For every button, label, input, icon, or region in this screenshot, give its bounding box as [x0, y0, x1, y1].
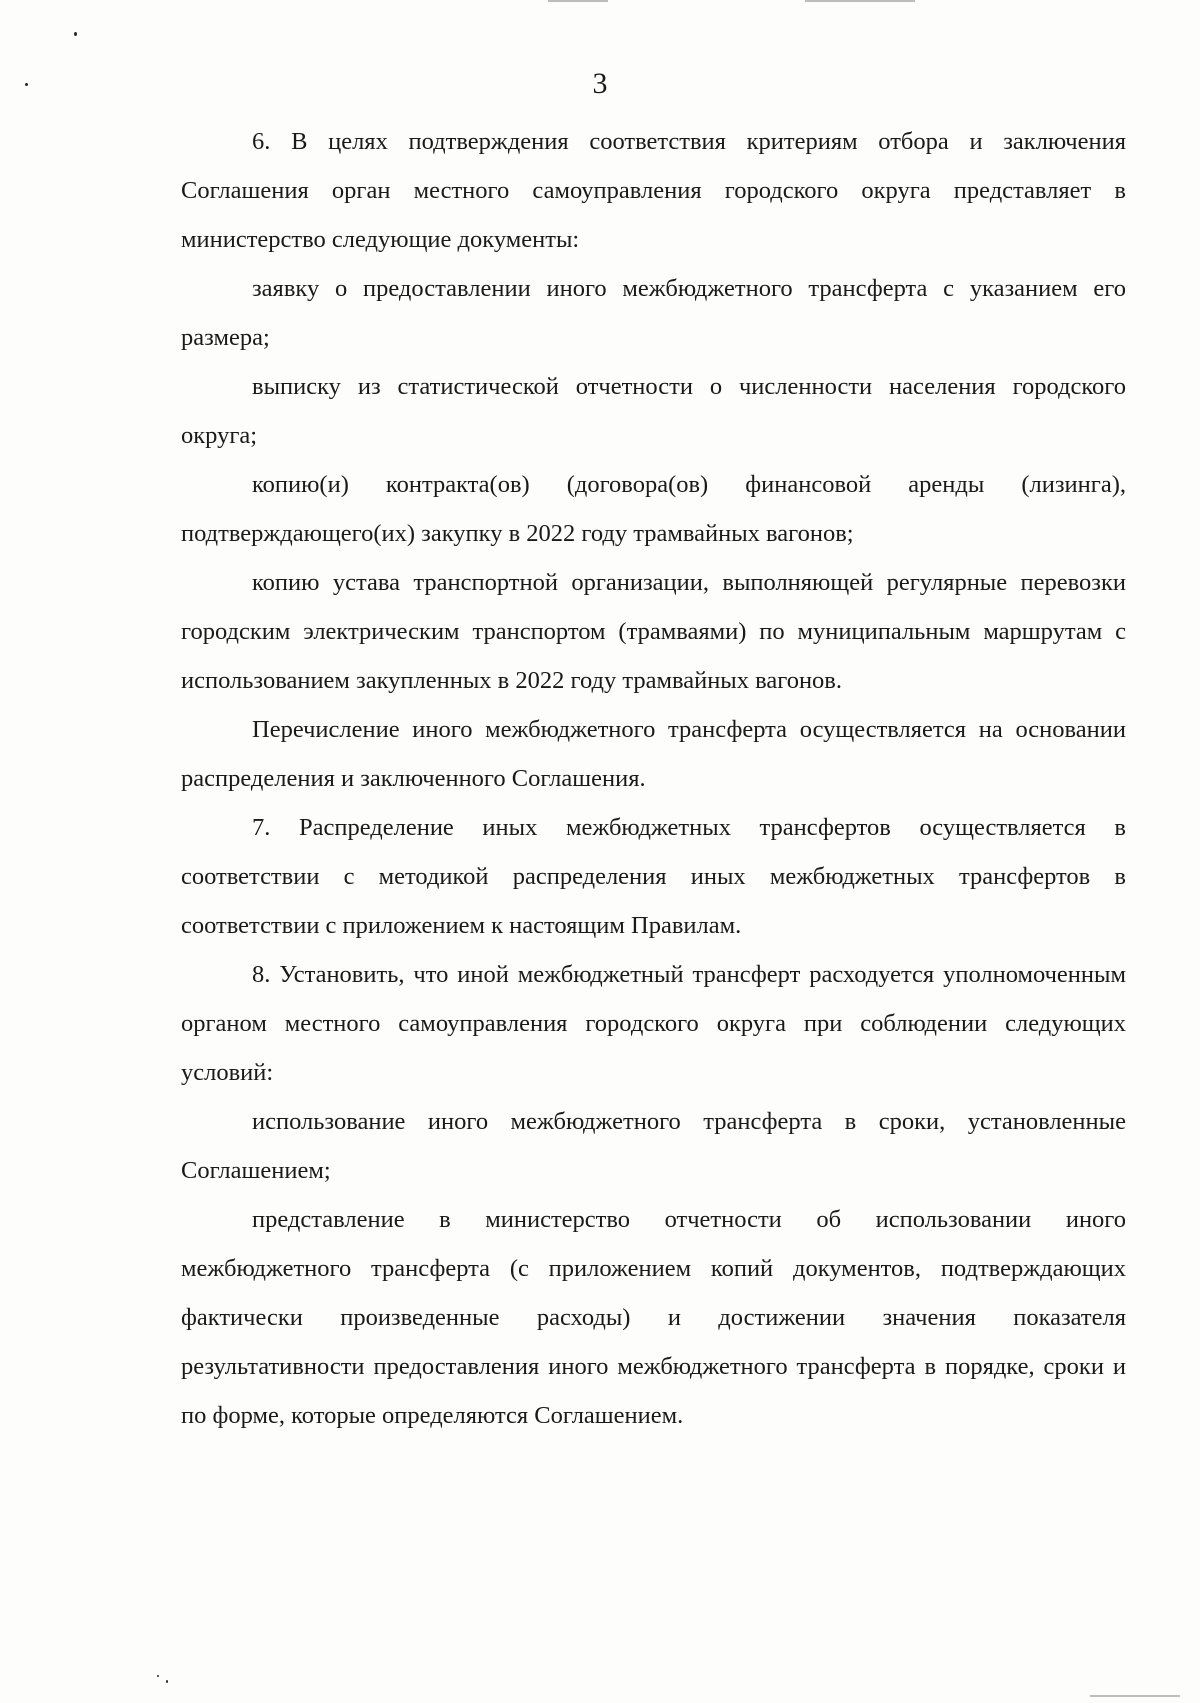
paragraph-6-selection-criteria: 6. В целях подтверждения соответствия критериям отбора и заключения Соглашения орган местного самоуправления городского округа представляет в министерство следующие документы: — [181, 128, 1126, 253]
paragraph-contract-copy: копию(и) контракта(ов) (договора(ов) финансовой аренды (лизинга), подтверждающего(их) закупку в 2022 году трамвайных вагонов; — [181, 471, 1126, 547]
paragraph-usage-terms: использование иного межбюджетного трансферта в сроки, установленные Соглашением; — [181, 1108, 1126, 1184]
scan-speck — [74, 32, 77, 36]
paragraph-charter-copy: копию устава транспортной организации, выполняющей регулярные перевозки городским электрическим транспортом (трамваями) по муниципальным маршрутам с использованием закупленных в 2022 году трамвайных вагонов. — [181, 569, 1126, 694]
paragraph-7-distribution: 7. Распределение иных межбюджетных трансфертов осуществляется в соответствии с методикой распределения иных межбюджетных трансфертов в соответствии с приложением к настоящим Правилам. — [181, 814, 1126, 939]
paragraph-8-conditions: 8. Установить, что иной межбюджетный трансферт расходуется уполномоченным органом местного самоуправления городского округа при соблюдении следующих условий: — [181, 961, 1126, 1086]
paragraph-statistics-extract: выписку из статистической отчетности о численности населения городского округа; — [181, 373, 1126, 449]
document-body — [181, 117, 1126, 1440]
paragraph-application: заявку о предоставлении иного межбюджетного трансферта с указанием его размера; — [181, 275, 1126, 351]
scan-streak — [1090, 1695, 1180, 1697]
scan-streak — [548, 0, 608, 2]
scan-speck — [157, 1675, 159, 1677]
scan-streak — [805, 0, 915, 2]
page-number: 3 — [592, 67, 608, 100]
paragraph-transfer-basis: Перечисление иного межбюджетного трансферта осуществляется на основании распределения и заключенного Соглашения. — [181, 716, 1126, 792]
scan-speck — [166, 1680, 168, 1683]
paragraph-reporting: представление в министерство отчетности об использовании иного межбюджетного трансферта (с приложением копий документов, подтверждающих фактически произведенные расходы) и достижении значения показателя результативности предоставления иного межбюджетного трансферта в порядке, сроки и по форме, которые определяются Соглашением. — [181, 1206, 1126, 1429]
